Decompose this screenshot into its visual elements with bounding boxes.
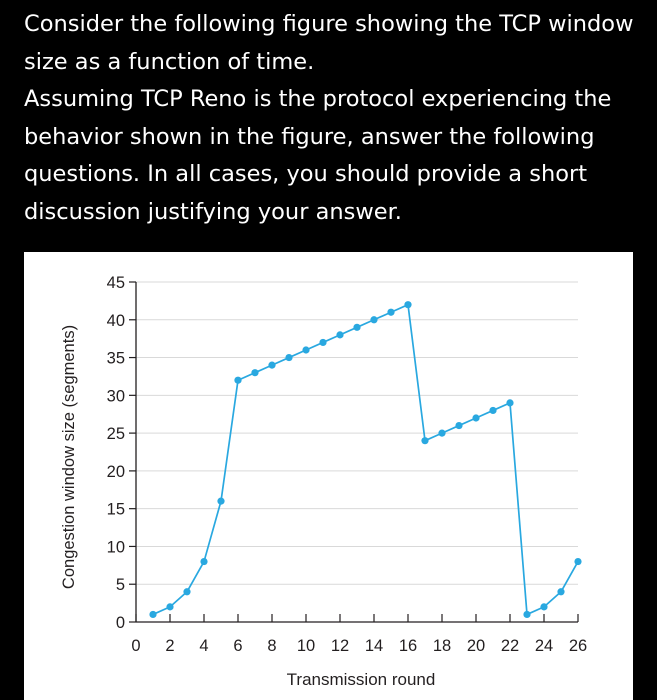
data-point-0-14 bbox=[370, 316, 377, 323]
y-tick-label-30: 30 bbox=[106, 387, 125, 406]
question-paragraph-1: Consider the following figure showing the TCP window size as a function of time. bbox=[24, 11, 634, 75]
data-point-0-9 bbox=[285, 354, 292, 361]
data-point-0-26 bbox=[574, 558, 581, 565]
x-tick-label-14: 14 bbox=[364, 637, 384, 655]
data-point-0-18 bbox=[438, 430, 445, 437]
data-point-0-1 bbox=[149, 611, 156, 618]
data-point-0-6 bbox=[234, 377, 241, 384]
question-text bbox=[24, 6, 644, 231]
chart-svg bbox=[24, 252, 633, 700]
x-tick-label-24: 24 bbox=[534, 637, 554, 655]
data-point-0-4 bbox=[200, 558, 207, 565]
y-tick-label-15: 15 bbox=[106, 500, 125, 519]
x-tick-label-26: 26 bbox=[568, 637, 588, 655]
x-tick-label-2: 2 bbox=[165, 637, 175, 655]
data-point-0-3 bbox=[183, 588, 190, 595]
data-point-0-23 bbox=[523, 611, 530, 618]
data-point-0-16 bbox=[404, 301, 411, 308]
data-point-0-12 bbox=[336, 331, 343, 338]
y-tick-label-25: 25 bbox=[106, 425, 125, 444]
data-point-0-19 bbox=[455, 422, 462, 429]
data-point-0-22 bbox=[506, 399, 513, 406]
data-point-0-13 bbox=[353, 324, 360, 331]
y-tick-label-5: 5 bbox=[115, 576, 125, 595]
x-tick-label-20: 20 bbox=[466, 637, 486, 655]
y-axis-label: Congestion window size (segments) bbox=[60, 324, 78, 590]
y-tick-label-10: 10 bbox=[106, 538, 125, 557]
question-paragraph-2: Assuming TCP Reno is the protocol experiencing the behavior shown in the figure, answer the following questions. In all cases, you should provide a short discussion justifying your answer. bbox=[24, 86, 612, 225]
y-tick-label-20: 20 bbox=[106, 462, 125, 481]
data-point-0-24 bbox=[540, 603, 547, 610]
congestion-window-chart bbox=[24, 252, 633, 700]
x-tick-label-16: 16 bbox=[398, 637, 418, 655]
y-tick-label-0: 0 bbox=[115, 614, 125, 632]
data-point-0-8 bbox=[268, 362, 275, 369]
data-point-0-10 bbox=[302, 346, 309, 353]
data-point-0-25 bbox=[557, 588, 564, 595]
data-point-0-7 bbox=[251, 369, 258, 376]
y-tick-label-45: 45 bbox=[106, 274, 125, 292]
series-layer bbox=[149, 301, 581, 618]
data-point-0-5 bbox=[217, 498, 224, 505]
x-tick-label-12: 12 bbox=[330, 637, 350, 655]
x-tick-label-4: 4 bbox=[199, 637, 209, 655]
data-point-0-2 bbox=[166, 603, 173, 610]
x-tick-label-0: 0 bbox=[131, 637, 141, 655]
x-tick-label-6: 6 bbox=[233, 637, 243, 655]
x-tick-label-18: 18 bbox=[432, 637, 452, 655]
y-tick-label-35: 35 bbox=[106, 349, 125, 368]
data-point-0-11 bbox=[319, 339, 326, 346]
data-point-0-15 bbox=[387, 309, 394, 316]
y-tick-label-40: 40 bbox=[106, 311, 125, 330]
data-point-0-17 bbox=[421, 437, 428, 444]
x-axis-label: Transmission round bbox=[286, 670, 436, 689]
series-line-0 bbox=[153, 305, 578, 615]
data-point-0-21 bbox=[489, 407, 496, 414]
x-tick-label-22: 22 bbox=[500, 637, 520, 655]
x-tick-label-10: 10 bbox=[296, 637, 316, 655]
data-point-0-20 bbox=[472, 414, 479, 421]
x-tick-label-8: 8 bbox=[267, 637, 277, 655]
